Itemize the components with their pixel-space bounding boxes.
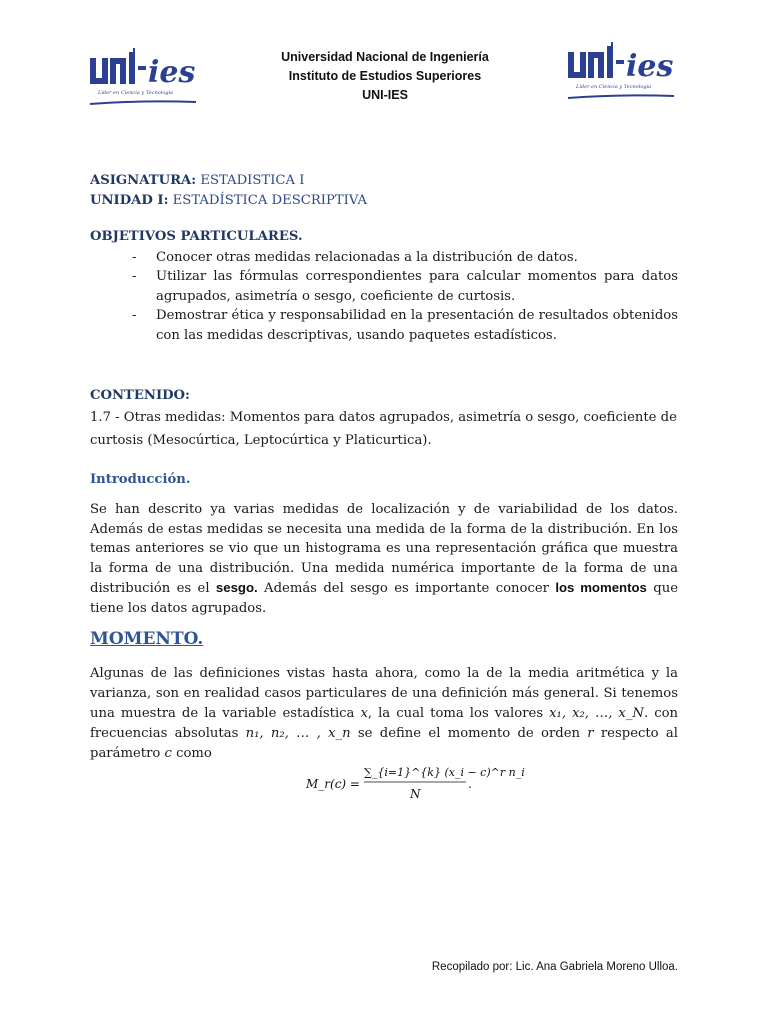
svg-text:ies: ies bbox=[148, 55, 196, 90]
footer-credit: Recopilado por: Lic. Ana Gabriela Moreno Ulloa. bbox=[431, 961, 678, 973]
momentos-term: los momentos bbox=[555, 580, 647, 596]
uni-ies-logo-right bbox=[566, 38, 682, 108]
formula-graphic bbox=[306, 762, 525, 804]
list-bullet: - bbox=[132, 269, 137, 285]
variable-c: c bbox=[164, 746, 172, 761]
list-bullet: - bbox=[132, 250, 137, 265]
intro-text-part: Se han descrito ya varias medidas de localización y de variabilidad de los datos. Además de estas medidas se necesita una medida de la forma de la distribución. En los temas anteriores se vio que un histograma es una representación gráfica que muestra la forma de una distribución. Una medida numérica importante de la forma de una distribución es el bbox=[90, 502, 678, 597]
introduccion-paragraph bbox=[90, 500, 678, 619]
objetivo-text: Utilizar las fórmulas correspondientes para calcular momentos para datos agrupados, asimetría o sesgo, coeficiente de curtosis. bbox=[156, 269, 678, 304]
contenido-heading: CONTENIDO: bbox=[90, 388, 190, 403]
unidad-label: UNIDAD I: bbox=[90, 192, 169, 208]
sesgo-term: sesgo. bbox=[215, 580, 258, 596]
momento-paragraph bbox=[90, 664, 678, 764]
introduccion-heading: Introducción. bbox=[90, 472, 191, 487]
uni-ies-logo-graphic bbox=[88, 44, 204, 114]
asignatura-line bbox=[90, 171, 678, 191]
momento-text-part: Algunas de las definiciones vistas hasta ahora, como la de la media aritmética y la varianza, son en realidad casos particulares de una definición más general. Si tenemos una muestra de la variable estadística bbox=[90, 666, 678, 721]
logo-tagline: Líder en Ciencia y Tecnología bbox=[98, 90, 174, 96]
asignatura-value: ESTADISTICA I bbox=[196, 173, 305, 188]
unidad-value: ESTADÍSTICA DESCRIPTIVA bbox=[168, 192, 368, 208]
values-list: x₁, x₂, …, x_N bbox=[549, 706, 644, 721]
institute-name: Instituto de Estudios Superiores bbox=[288, 69, 482, 83]
list-item bbox=[132, 248, 678, 267]
svg-text:Líder en Ciencia y Tecnología: Líder en Ciencia y Tecnología bbox=[576, 84, 652, 90]
formula-period: . bbox=[468, 777, 472, 791]
formula-denominator: N bbox=[410, 787, 421, 801]
list-bullet: - bbox=[132, 308, 137, 324]
list-item bbox=[132, 306, 678, 345]
objetivo-text: Demostrar ética y responsabilidad en la presentación de resultados obtenidos con las medidas descriptivas, usando paquetes estadísticos. bbox=[156, 308, 679, 343]
svg-text:ies: ies bbox=[626, 49, 674, 84]
uni-ies-logo-left bbox=[88, 44, 204, 114]
momento-text-part: , la cual toma los valores bbox=[367, 706, 550, 721]
institution-header bbox=[230, 48, 540, 105]
objetivos-list bbox=[132, 248, 678, 345]
intro-text-part: Además del sesgo es importante conocer bbox=[257, 581, 556, 597]
uni-ies-logo-graphic bbox=[566, 38, 682, 108]
contenido-text: 1.7 - Otras medidas: Momentos para datos agrupados, asimetría o sesgo, coeficiente de curtosis (Mesocúrtica, Leptocúrtica y Platicurtica). bbox=[90, 410, 677, 448]
list-item bbox=[132, 267, 678, 306]
momento-heading: MOMENTO. bbox=[90, 629, 204, 649]
momento-text-part: . con frecuencias absolutas bbox=[90, 706, 679, 741]
objetivos-heading: OBJETIVOS PARTICULARES. bbox=[90, 229, 303, 244]
variable-r: r bbox=[587, 726, 594, 741]
formula-lhs: M_r(c) = bbox=[306, 777, 360, 791]
institute-acronym: UNI-IES bbox=[362, 88, 408, 102]
moment-formula bbox=[306, 762, 525, 804]
variable-x: x bbox=[360, 706, 368, 721]
momento-text-part: respecto al parámetro bbox=[90, 726, 678, 761]
momento-text-part: como bbox=[171, 746, 212, 761]
subject-info bbox=[90, 171, 678, 210]
frequencies-list: n₁, n₂, … , x_n bbox=[245, 726, 351, 741]
objetivo-text: Conocer otras medidas relacionadas a la distribución de datos. bbox=[156, 250, 578, 265]
asignatura-label: ASIGNATURA: bbox=[90, 173, 197, 188]
university-name: Universidad Nacional de Ingeniería bbox=[281, 50, 489, 64]
unidad-line bbox=[90, 191, 678, 211]
intro-text-part: que tiene los datos agrupados. bbox=[90, 581, 678, 616]
formula-numerator: ∑_{i=1}^{k} (x_i − c)^r n_i bbox=[364, 766, 525, 779]
momento-text-part: se define el momento de orden bbox=[350, 726, 588, 741]
